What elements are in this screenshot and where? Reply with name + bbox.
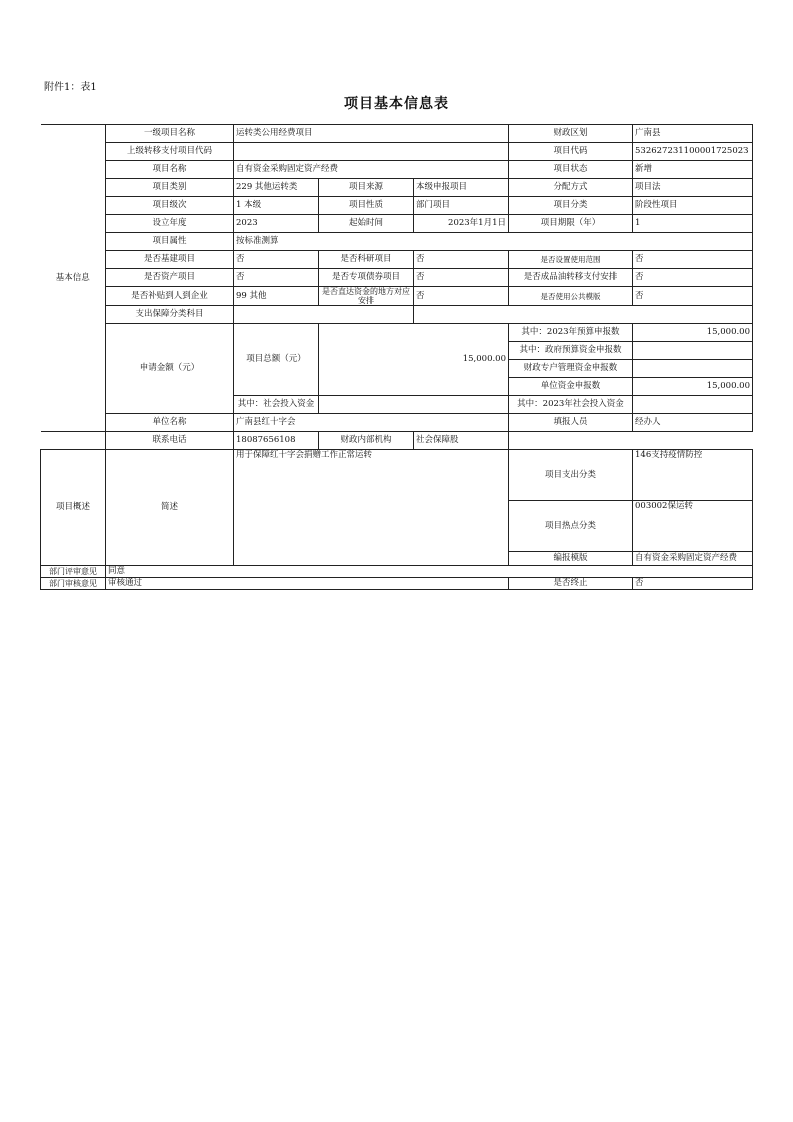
value-usage-scope: 否 [633, 251, 753, 269]
label-unit-funds: 单位资金申报数 [509, 378, 633, 396]
value-allocation-method: 项目法 [633, 179, 753, 197]
value-is-research: 否 [414, 251, 509, 269]
value-project-period: 1 [633, 215, 753, 233]
label-reporter: 填报人员 [509, 414, 633, 432]
value-template: 自有资金采购固定资产经费 [633, 552, 753, 566]
section-overview: 项目概述 [41, 450, 106, 566]
value-finance-dept: 社会保障股 [414, 432, 509, 450]
value-start-time: 2023年1月1日 [414, 215, 509, 233]
label-project-code: 项目代码 [509, 143, 633, 161]
label-subsidy-to-person: 是否补贴到人到企业 [106, 287, 234, 306]
value-project-name: 自有资金采购固定资产经费 [234, 161, 509, 179]
value-level1-name: 运转类公用经费项目 [234, 125, 509, 143]
value-setup-year: 2023 [234, 215, 319, 233]
value-public-template: 否 [633, 287, 753, 306]
label-total-amount: 项目总额（元） [234, 324, 319, 396]
value-subsidy-to-person: 99 其他 [234, 287, 319, 306]
value-direct-funds: 否 [414, 287, 509, 306]
label-social-investment: 其中：社会投入资金 [234, 396, 319, 414]
label-project-name: 项目名称 [106, 161, 234, 179]
value-is-infrastructure: 否 [234, 251, 319, 269]
value-social-investment-2023 [633, 396, 753, 414]
value-dept-audit: 审核通过 [106, 578, 509, 590]
label-setup-year: 设立年度 [106, 215, 234, 233]
value-expense-class: 146支持疫情防控 [633, 450, 753, 501]
value-project-category: 229 其他运转类 [234, 179, 319, 197]
label-is-terminated: 是否终止 [509, 578, 633, 590]
value-project-code: 53262723110000172502З [633, 143, 753, 161]
label-expense-class: 项目支出分类 [509, 450, 633, 501]
label-dept-audit: 部门审核意见 [41, 578, 106, 590]
value-total-amount: 15,000.00 [319, 324, 509, 396]
label-is-infrastructure: 是否基建项目 [106, 251, 234, 269]
label-is-research: 是否科研项目 [319, 251, 414, 269]
empty-cell [41, 432, 106, 450]
section-basic-info: 基本信息 [41, 125, 106, 432]
value-special-account-funds [633, 360, 753, 378]
page-title: 项目基本信息表 [344, 96, 449, 112]
project-info-table [40, 124, 753, 590]
value-project-nature: 部门项目 [414, 197, 509, 215]
value-refined-oil-transfer: 否 [633, 269, 753, 287]
label-start-time: 起始时间 [319, 215, 414, 233]
label-contact-phone: 联系电话 [106, 432, 234, 450]
label-is-asset: 是否资产项目 [106, 269, 234, 287]
label-social-investment-2023: 其中：2023年社会投入资金 [509, 396, 633, 414]
value-hot-class: 003002保运转 [633, 501, 753, 552]
value-unit-funds: 15,000.00 [633, 378, 753, 396]
label-project-level: 项目级次 [106, 197, 234, 215]
value-project-attribute: 按标准测算 [234, 233, 753, 251]
value-contact-phone: 18087656108 [234, 432, 319, 450]
label-special-account-funds: 财政专户管理资金申报数 [509, 360, 633, 378]
label-public-template: 是否使用公共模版 [509, 287, 633, 306]
value-unit-name: 广南县红十字会 [234, 414, 509, 432]
label-brief: 简述 [106, 450, 234, 566]
label-gov-budget-funds: 其中：政府预算资金申报数 [509, 342, 633, 360]
label-dept-review: 部门评审意见 [41, 566, 106, 578]
value-gov-budget-funds [633, 342, 753, 360]
label-level1-name: 一级项目名称 [106, 125, 234, 143]
label-unit-name: 单位名称 [106, 414, 234, 432]
label-upper-transfer-code: 上级转移支付项目代码 [106, 143, 234, 161]
label-project-period: 项目期限（年） [509, 215, 633, 233]
label-is-special-bond: 是否专项债券项目 [319, 269, 414, 287]
empty-cell [509, 432, 753, 450]
value-project-status: 新增 [633, 161, 753, 179]
value-social-investment [319, 396, 509, 414]
label-hot-class: 项目热点分类 [509, 501, 633, 552]
label-project-nature: 项目性质 [319, 197, 414, 215]
value-brief: 用于保障红十字会捐赠工作正常运转 [234, 450, 509, 566]
value-dept-review: 同意 [106, 566, 753, 578]
label-apply-amount: 申请金额（元） [106, 324, 234, 414]
label-direct-funds: 是否直达资金的地方对应安排 [319, 287, 414, 306]
value-is-special-bond: 否 [414, 269, 509, 287]
label-project-attribute: 项目属性 [106, 233, 234, 251]
value-is-terminated: 否 [633, 578, 753, 590]
label-refined-oil-transfer: 是否成品油转移支付安排 [509, 269, 633, 287]
label-expense-guarantee-subject: 支出保障分类科目 [106, 306, 234, 324]
label-fiscal-region: 财政区划 [509, 125, 633, 143]
value-expense-guarantee-subject [234, 306, 414, 324]
label-allocation-method: 分配方式 [509, 179, 633, 197]
label-project-status: 项目状态 [509, 161, 633, 179]
label-finance-dept: 财政内部机构 [319, 432, 414, 450]
empty-cell [414, 306, 753, 324]
label-template: 编报模版 [509, 552, 633, 566]
label-project-source: 项目来源 [319, 179, 414, 197]
value-budget-2023: 15,000.00 [633, 324, 753, 342]
label-project-category: 项目类别 [106, 179, 234, 197]
value-upper-transfer-code [234, 143, 509, 161]
value-project-level: 1 本级 [234, 197, 319, 215]
value-project-source: 本级申报项目 [414, 179, 509, 197]
label-budget-2023: 其中：2023年预算申报数 [509, 324, 633, 342]
label-project-classification: 项目分类 [509, 197, 633, 215]
label-usage-scope: 是否设置使用范围 [509, 251, 633, 269]
value-reporter: 经办人 [633, 414, 753, 432]
value-project-classification: 阶段性项目 [633, 197, 753, 215]
value-fiscal-region: 广南县 [633, 125, 753, 143]
value-is-asset: 否 [234, 269, 319, 287]
attachment-label: 附件1：表1 [44, 82, 97, 93]
